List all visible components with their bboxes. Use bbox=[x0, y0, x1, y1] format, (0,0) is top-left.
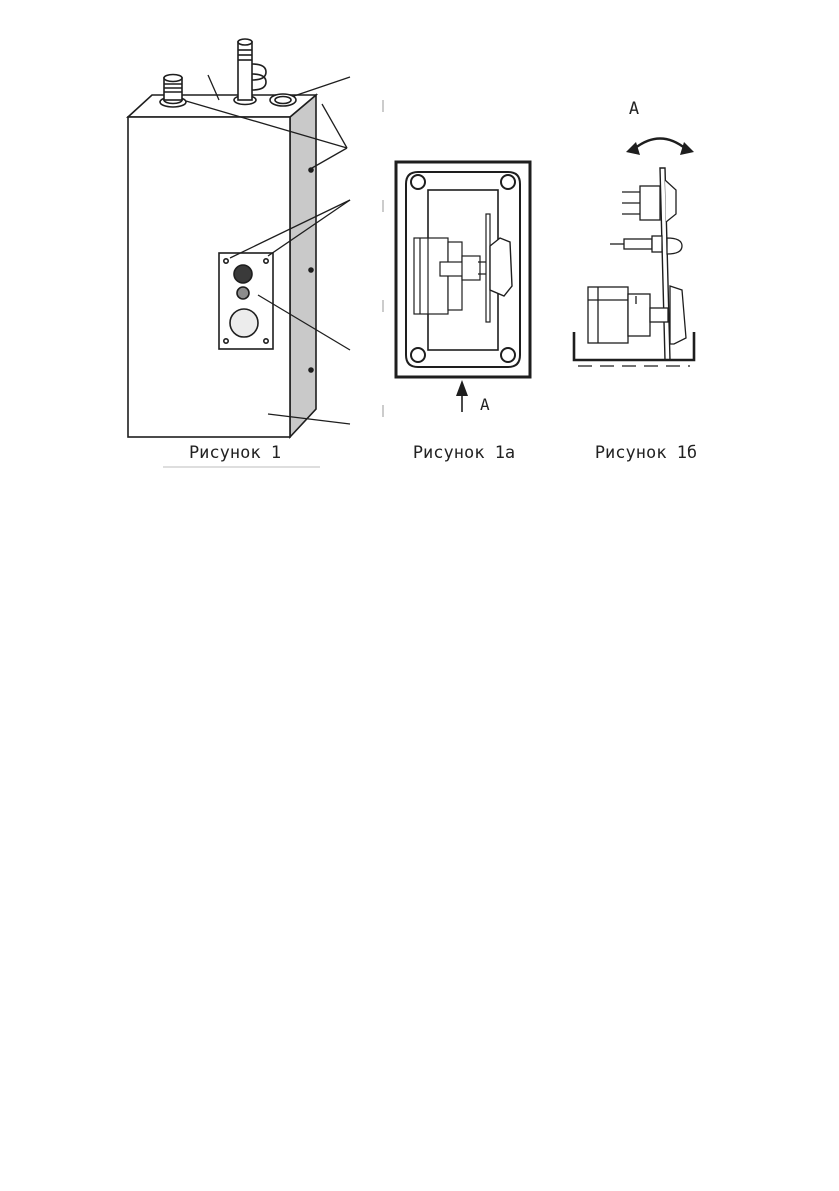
side-screw bbox=[309, 368, 313, 372]
power-switch-knob bbox=[234, 265, 252, 283]
lamp-holder bbox=[610, 236, 682, 254]
rotation-arrow bbox=[634, 139, 686, 150]
control-panel-plate bbox=[219, 253, 273, 349]
figure-1-caption: Рисунок 1 bbox=[188, 443, 282, 463]
frame-hole bbox=[501, 348, 515, 362]
frame-hole bbox=[501, 175, 515, 189]
rocker-switch bbox=[622, 180, 676, 222]
frame-hole bbox=[411, 175, 425, 189]
thermostat-unit bbox=[588, 286, 686, 344]
thermostat-knob bbox=[230, 309, 258, 337]
figure-1a-panel-view bbox=[396, 162, 530, 412]
knob-profile bbox=[490, 238, 512, 296]
housing-side-panel bbox=[290, 95, 316, 437]
side-screw bbox=[309, 268, 313, 272]
figure-1b-caption: Рисунок 1б bbox=[594, 443, 698, 463]
view-arrow-head bbox=[456, 380, 468, 396]
cable-grommet bbox=[270, 94, 296, 106]
figure-1-heater-housing bbox=[128, 39, 350, 437]
figure-1a-caption: Рисунок 1а bbox=[412, 443, 516, 463]
side-screw bbox=[309, 168, 313, 172]
figure-1b-view-label: А bbox=[628, 99, 640, 119]
rotation-arrow-right-head bbox=[680, 142, 694, 155]
indicator-lamp bbox=[237, 287, 249, 299]
figure-1a-view-label: А bbox=[480, 395, 490, 414]
thermostat-body bbox=[414, 238, 495, 314]
rotation-arrow-left-head bbox=[626, 142, 640, 155]
figure-1b-side-section bbox=[574, 139, 694, 367]
frame-hole bbox=[411, 348, 425, 362]
inlet-pipe-fitting bbox=[160, 75, 186, 108]
